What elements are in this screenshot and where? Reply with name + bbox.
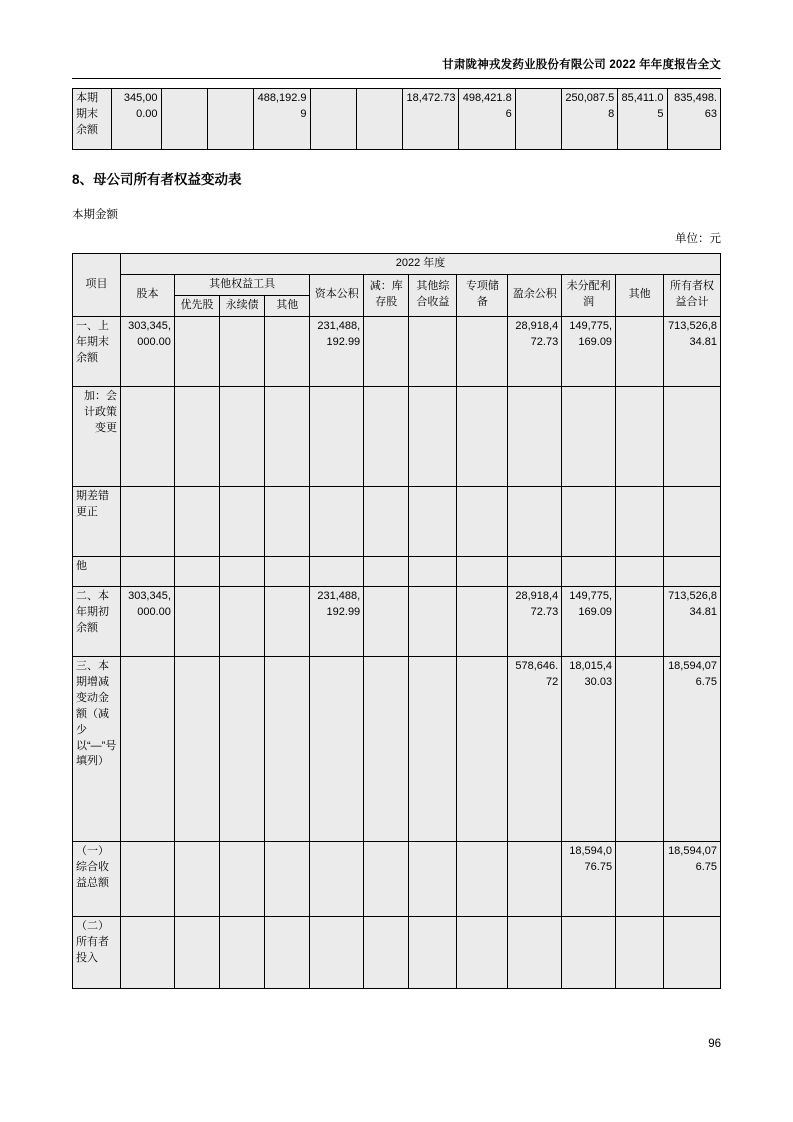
cell-value bbox=[364, 556, 409, 586]
cell-value bbox=[265, 656, 310, 841]
cell-value bbox=[364, 486, 409, 556]
cell-value bbox=[220, 556, 265, 586]
cell-value bbox=[409, 841, 457, 916]
cell-value bbox=[508, 841, 562, 916]
cell-value bbox=[616, 656, 664, 841]
header-col-treasury-stock: 减：库存股 bbox=[364, 274, 409, 316]
cell-value bbox=[121, 386, 175, 486]
cell-value bbox=[409, 556, 457, 586]
cell-value: 231,488,192.99 bbox=[310, 586, 364, 656]
page-number: 96 bbox=[708, 1038, 721, 1050]
cell-value bbox=[616, 916, 664, 988]
cell-value bbox=[562, 916, 616, 988]
cell-value bbox=[310, 486, 364, 556]
cell-value: 250,087.58 bbox=[562, 89, 618, 150]
cell-value bbox=[310, 656, 364, 841]
equity-change-table bbox=[72, 253, 721, 989]
table-header-row-group bbox=[73, 274, 721, 295]
cell-value bbox=[508, 556, 562, 586]
header-col-other-instruments: 其他 bbox=[265, 295, 310, 316]
cell-value bbox=[265, 486, 310, 556]
cell-value: 149,775,169.09 bbox=[562, 316, 616, 386]
cell-value bbox=[409, 916, 457, 988]
table-row bbox=[73, 586, 721, 656]
cell-value bbox=[121, 656, 175, 841]
section-subtitle: 本期金额 bbox=[72, 209, 118, 221]
row-label: 他 bbox=[73, 556, 121, 586]
cell-value: 345,000.00 bbox=[112, 89, 161, 150]
cell-value bbox=[364, 656, 409, 841]
cell-value bbox=[409, 656, 457, 841]
table-row bbox=[73, 486, 721, 556]
cell-value bbox=[310, 916, 364, 988]
header-col-capital-reserve: 资本公积 bbox=[310, 274, 364, 316]
cell-value: 28,918,472.73 bbox=[508, 586, 562, 656]
cell-value: 149,775,169.09 bbox=[562, 586, 616, 656]
cell-value bbox=[457, 316, 508, 386]
continued-table-container bbox=[72, 88, 721, 150]
header-col-total-equity: 所有者权益合计 bbox=[664, 274, 721, 316]
cell-value bbox=[220, 586, 265, 656]
cell-value bbox=[356, 89, 402, 150]
table-row bbox=[73, 316, 721, 386]
cell-value: 835,498.63 bbox=[667, 89, 721, 150]
cell-value bbox=[616, 841, 664, 916]
header-col-perpetual-bonds: 永续债 bbox=[220, 295, 265, 316]
table-row bbox=[73, 556, 721, 586]
cell-value: 578,646.72 bbox=[508, 656, 562, 841]
cell-value bbox=[508, 486, 562, 556]
cell-value bbox=[220, 656, 265, 841]
cell-value bbox=[664, 386, 721, 486]
cell-value bbox=[409, 586, 457, 656]
cell-value bbox=[508, 386, 562, 486]
cell-value bbox=[174, 656, 219, 841]
cell-value bbox=[310, 841, 364, 916]
row-label: 加：会计政策变更 bbox=[73, 386, 121, 486]
cell-value bbox=[121, 841, 175, 916]
continued-table bbox=[72, 88, 721, 150]
cell-value: 498,421.86 bbox=[459, 89, 515, 150]
cell-value bbox=[174, 916, 219, 988]
cell-value bbox=[220, 841, 265, 916]
header-divider bbox=[72, 78, 721, 79]
row-label: 本期期末余额 bbox=[73, 89, 112, 150]
cell-value bbox=[364, 841, 409, 916]
cell-value: 713,526,834.81 bbox=[664, 586, 721, 656]
cell-value bbox=[457, 841, 508, 916]
cell-value bbox=[310, 386, 364, 486]
cell-value bbox=[664, 916, 721, 988]
header-group-other-equity: 其他权益工具 bbox=[174, 274, 309, 295]
cell-value bbox=[174, 486, 219, 556]
cell-value: 303,345,000.00 bbox=[121, 316, 175, 386]
cell-value bbox=[174, 316, 219, 386]
cell-value bbox=[364, 386, 409, 486]
cell-value bbox=[457, 486, 508, 556]
cell-value bbox=[220, 316, 265, 386]
cell-value bbox=[664, 556, 721, 586]
header-item: 项目 bbox=[73, 254, 121, 317]
row-label: 一、上年期末余额 bbox=[73, 316, 121, 386]
cell-value bbox=[174, 586, 219, 656]
cell-value bbox=[265, 586, 310, 656]
table-header-row-period bbox=[73, 254, 721, 275]
cell-value bbox=[616, 586, 664, 656]
cell-value bbox=[364, 586, 409, 656]
header-period: 2022 年度 bbox=[121, 254, 721, 275]
cell-value bbox=[265, 841, 310, 916]
cell-value bbox=[364, 316, 409, 386]
cell-value bbox=[457, 386, 508, 486]
cell-value bbox=[562, 486, 616, 556]
cell-value: 18,594,076.75 bbox=[664, 656, 721, 841]
header-col-special-reserve: 专项储备 bbox=[457, 274, 508, 316]
cell-value bbox=[174, 556, 219, 586]
cell-value bbox=[409, 386, 457, 486]
header-col-other: 其他 bbox=[616, 274, 664, 316]
cell-value bbox=[310, 89, 356, 150]
row-label: 期差错更正 bbox=[73, 486, 121, 556]
cell-value bbox=[220, 486, 265, 556]
row-label: （二）所有者投入 bbox=[73, 916, 121, 988]
cell-value: 713,526,834.81 bbox=[664, 316, 721, 386]
cell-value bbox=[457, 916, 508, 988]
cell-value bbox=[457, 586, 508, 656]
cell-value bbox=[220, 916, 265, 988]
table-row bbox=[73, 89, 721, 150]
cell-value bbox=[121, 556, 175, 586]
cell-value bbox=[265, 316, 310, 386]
running-header: 甘肃陇神戎发药业股份有限公司 2022 年年度报告全文 bbox=[442, 59, 721, 71]
equity-change-table-container bbox=[72, 253, 721, 989]
cell-value bbox=[121, 486, 175, 556]
cell-value bbox=[457, 656, 508, 841]
cell-value bbox=[508, 916, 562, 988]
cell-value bbox=[174, 386, 219, 486]
cell-value bbox=[409, 316, 457, 386]
cell-value: 18,015,430.03 bbox=[562, 656, 616, 841]
cell-value bbox=[174, 841, 219, 916]
cell-value bbox=[265, 556, 310, 586]
header-col-preferred-shares: 优先股 bbox=[174, 295, 219, 316]
cell-value: 18,472.73 bbox=[403, 89, 459, 150]
cell-value bbox=[664, 486, 721, 556]
cell-value bbox=[220, 386, 265, 486]
cell-value: 488,192.99 bbox=[254, 89, 310, 150]
cell-value bbox=[265, 916, 310, 988]
header-col-share-capital: 股本 bbox=[121, 274, 175, 316]
cell-value bbox=[265, 386, 310, 486]
cell-value bbox=[457, 556, 508, 586]
table-row bbox=[73, 656, 721, 841]
row-label: 三、本期增减变动金额（减少以“—”号填列） bbox=[73, 656, 121, 841]
cell-value bbox=[616, 316, 664, 386]
cell-value bbox=[616, 486, 664, 556]
header-col-retained-earnings: 未分配利润 bbox=[562, 274, 616, 316]
cell-value: 28,918,472.73 bbox=[508, 316, 562, 386]
cell-value bbox=[161, 89, 207, 150]
table-row bbox=[73, 386, 721, 486]
cell-value: 231,488,192.99 bbox=[310, 316, 364, 386]
cell-value bbox=[310, 556, 364, 586]
cell-value: 18,594,076.75 bbox=[562, 841, 616, 916]
cell-value bbox=[616, 556, 664, 586]
cell-value: 303,345,000.00 bbox=[121, 586, 175, 656]
cell-value: 18,594,076.75 bbox=[664, 841, 721, 916]
header-col-surplus-reserve: 盈余公积 bbox=[508, 274, 562, 316]
table-row bbox=[73, 841, 721, 916]
cell-value bbox=[207, 89, 253, 150]
cell-value bbox=[515, 89, 561, 150]
cell-value bbox=[616, 386, 664, 486]
row-label: 二、本年期初余额 bbox=[73, 586, 121, 656]
table-row bbox=[73, 916, 721, 988]
cell-value bbox=[409, 486, 457, 556]
row-label: （一）综合收益总额 bbox=[73, 841, 121, 916]
unit-label: 单位：元 bbox=[675, 233, 721, 245]
cell-value bbox=[121, 916, 175, 988]
header-col-oci: 其他综合收益 bbox=[409, 274, 457, 316]
cell-value bbox=[364, 916, 409, 988]
cell-value: 85,411.05 bbox=[618, 89, 667, 150]
cell-value bbox=[562, 386, 616, 486]
section-title: 8、母公司所有者权益变动表 bbox=[72, 172, 242, 187]
cell-value bbox=[562, 556, 616, 586]
